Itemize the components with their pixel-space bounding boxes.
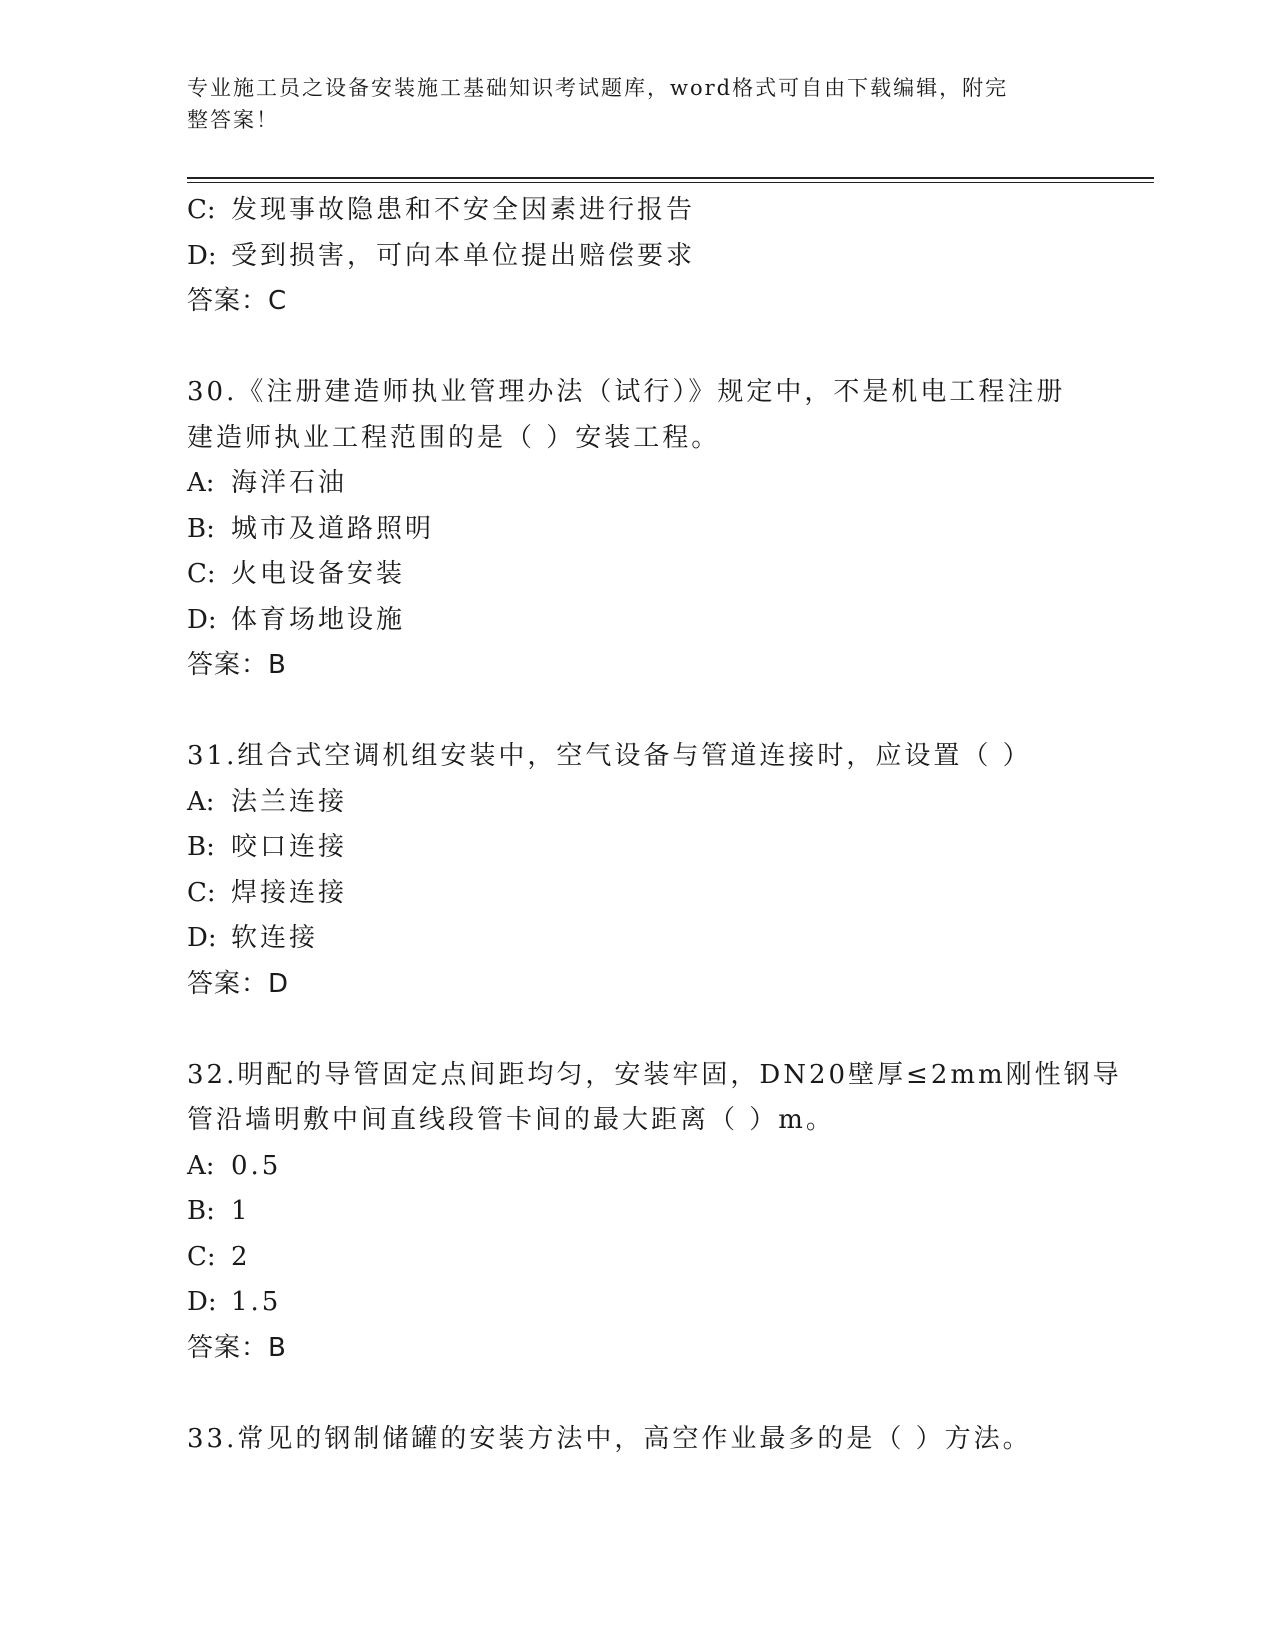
header-rule-thick <box>187 177 1154 179</box>
question-text: 30.《注册建造师执业管理办法（试行）》规定中，不是机电工程注册 <box>187 377 1066 407</box>
spacer <box>187 1007 1087 1053</box>
option-c <box>187 188 1087 234</box>
option-label: A: <box>187 786 215 817</box>
question-text: 管沿墙明敷中间直线段管卡间的最大距离（ ）m。 <box>187 1105 835 1135</box>
question-list <box>187 188 1122 1462</box>
option-text: 2 <box>231 1241 251 1272</box>
option-label: C: <box>187 877 216 908</box>
question-text: 建造师执业工程范围的是（ ）安装工程。 <box>187 422 721 453</box>
option-b <box>187 825 1087 871</box>
option-label: C: <box>187 195 216 225</box>
option-c <box>187 871 1087 917</box>
document-header <box>187 72 1067 136</box>
option-label: A: <box>187 468 215 498</box>
option-text: 体育场地设施 <box>231 604 406 635</box>
spacer <box>187 325 1087 371</box>
question-text: 31.组合式空调机组安装中，空气设备与管道连接时，应设置（ ） <box>187 741 1032 771</box>
option-label: C: <box>187 559 216 589</box>
answer-line: 答案：B <box>187 650 287 680</box>
option-text: 城市及道路照明 <box>231 513 435 544</box>
option-label: D: <box>187 1287 217 1317</box>
header-rule-thin <box>187 182 1154 183</box>
option-label: D: <box>187 604 217 635</box>
spacer <box>187 1371 1087 1417</box>
header-line-2: 整答案！ <box>187 108 279 132</box>
option-label: B: <box>187 1196 215 1226</box>
answer-line: 答案：B <box>187 1332 287 1363</box>
question-text: 32.明配的导管固定点间距均匀，安装牢固，DN20壁厚≤2mm刚性钢导 <box>187 1059 1122 1090</box>
option-a <box>187 780 1087 826</box>
option-label: B: <box>187 832 215 862</box>
option-text: 火电设备安装 <box>231 559 406 589</box>
option-text: 法兰连接 <box>231 786 348 817</box>
option-text: 1 <box>231 1196 251 1226</box>
option-c <box>187 552 1087 598</box>
option-label: B: <box>187 513 215 544</box>
question-text: 33.常见的钢制储罐的安装方法中，高空作业最多的是（ ）方法。 <box>187 1423 1032 1454</box>
option-label: D: <box>187 923 217 953</box>
header-line-1: 专业施工员之设备安装施工基础知识考试题库，word格式可自由下载编辑，附完 <box>187 76 1009 100</box>
option-c <box>187 1235 1087 1281</box>
answer-line: 答案：D <box>187 968 290 999</box>
spacer <box>187 689 1087 735</box>
option-text: 软连接 <box>231 923 319 953</box>
option-d <box>187 234 1087 280</box>
option-d <box>187 598 1087 644</box>
option-label: C: <box>187 1241 216 1272</box>
option-text: 海洋石油 <box>231 468 348 498</box>
option-text: 发现事故隐患和不安全因素进行报告 <box>231 195 696 225</box>
option-a <box>187 461 1087 507</box>
option-a <box>187 1144 1087 1190</box>
option-b <box>187 1189 1087 1235</box>
option-b <box>187 507 1087 553</box>
option-text: 焊接连接 <box>231 877 348 908</box>
option-text: 0.5 <box>231 1150 282 1181</box>
option-d <box>187 1280 1087 1326</box>
option-label: D: <box>187 240 217 271</box>
option-text: 受到损害，可向本单位提出赔偿要求 <box>231 240 696 271</box>
option-text: 咬口连接 <box>231 832 348 862</box>
option-text: 1.5 <box>231 1287 282 1317</box>
answer-line: 答案：C <box>187 286 288 316</box>
option-d <box>187 916 1087 962</box>
option-label: A: <box>187 1150 215 1181</box>
